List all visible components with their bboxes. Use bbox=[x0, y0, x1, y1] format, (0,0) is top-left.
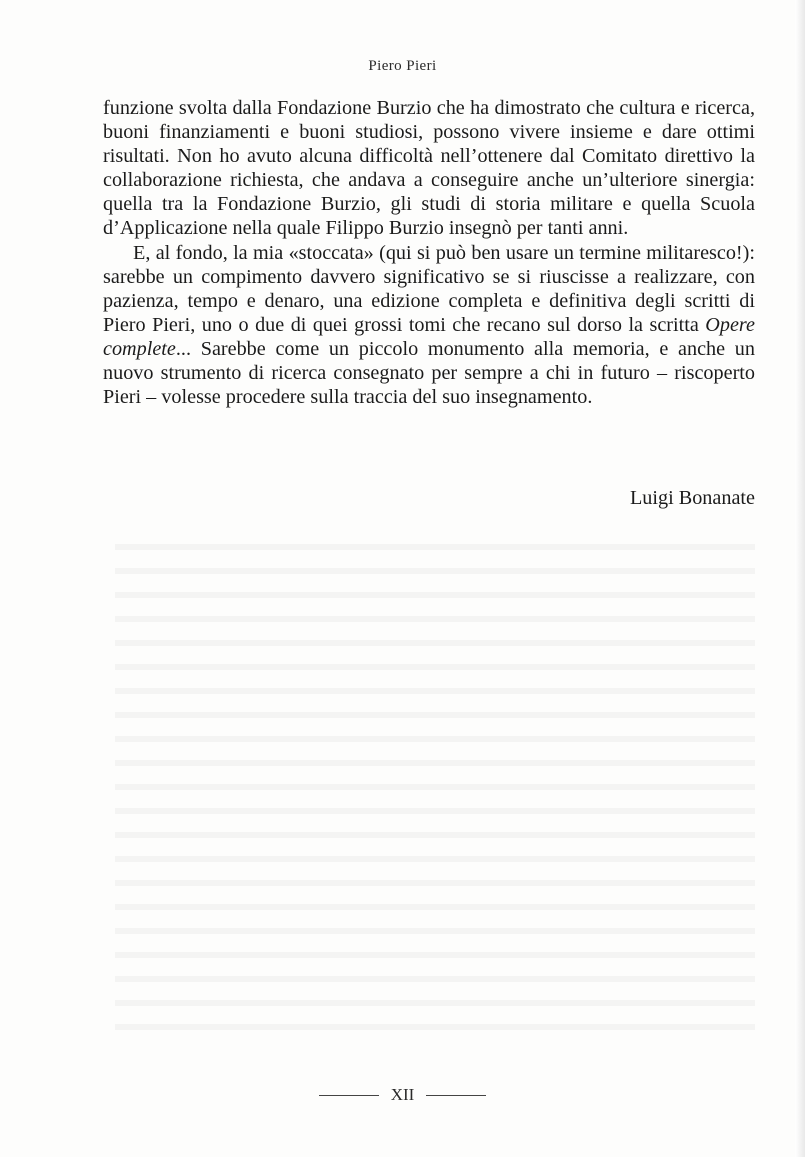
page-folio bbox=[0, 1084, 805, 1105]
page-number: XII bbox=[390, 1085, 415, 1105]
folio-rule-left bbox=[319, 1095, 379, 1096]
paragraph-2 bbox=[103, 241, 755, 410]
page-edge-shadow bbox=[795, 0, 805, 1157]
running-head: Piero Pieri bbox=[368, 58, 437, 74]
paragraph-2-italic-title: Opere complete bbox=[103, 313, 755, 360]
paragraph-2-text-end: ... Sarebbe come un piccolo monumento alla memoria, e anche un nuovo strumento di ricerca consegnato per sempre a chi in futuro – riscoperto Pieri – volesse procedere sulla traccia del suo insegnamento. bbox=[103, 337, 755, 409]
paragraph-1: funzione svolta dalla Fondazione Burzio che ha dimostrato che cultura e ricerca, buoni finanziamenti e buoni studiosi, possono vivere insieme e dare ottimi risultati. Non ho avuto alcuna difficoltà nell’ottenere dal Comitato direttivo la collaborazione richiesta, che andava a conseguire anche un’ulteriore sinergia: quella tra la Fondazione Burzio, gli studi di storia militare e quella Scuola d’Applicazione nella quale Filippo Burzio insegnò per tanti anni. bbox=[103, 97, 755, 240]
paragraph-2-text-start: E, al fondo, la mia «stoccata» (qui si può ben usare un termine militaresco!): sarebbe un compimento davvero significativo se si riuscisse a realizzare, con pazienza, tempo e denaro, una edizione completa e definitiva degli scritti di Piero Pieri, uno o due di quei grossi tomi che recano sul dorso la scritta bbox=[103, 241, 755, 336]
reverse-side-show-through bbox=[115, 528, 755, 1048]
folio-rule-right bbox=[426, 1095, 486, 1096]
body-text bbox=[103, 96, 755, 409]
author-signature: Luigi Bonanate bbox=[629, 487, 755, 509]
